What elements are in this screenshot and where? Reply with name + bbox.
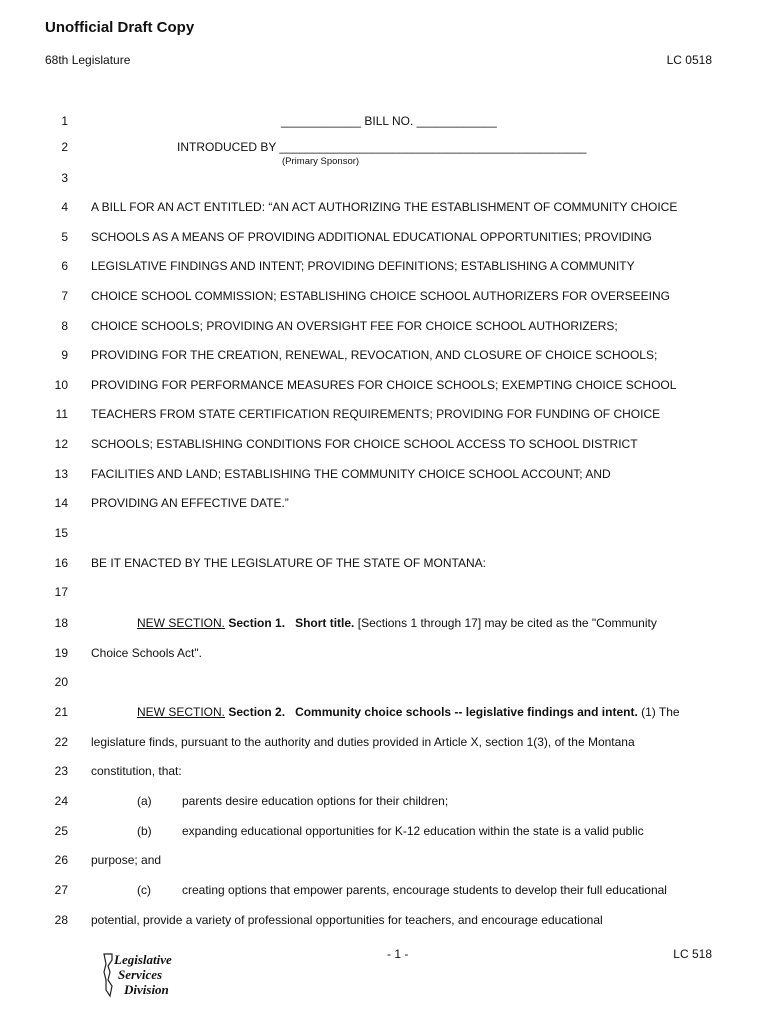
subsection-text: parents desire education options for their children; — [182, 794, 449, 808]
subsection-label: (b) — [137, 824, 152, 838]
section-title: Community choice schools -- legislative findings and intent. — [295, 705, 638, 719]
line-number: 26 — [54, 853, 68, 867]
line-number: 5 — [61, 230, 68, 244]
line-number: 19 — [54, 646, 68, 660]
line-number: 25 — [54, 824, 68, 838]
lc-number-header: LC 0518 — [666, 53, 712, 67]
introduced-by-line: INTRODUCED BY ______________________________________________ — [177, 140, 587, 154]
bill-number-line: ____________ BILL NO. ____________ — [281, 114, 497, 128]
line-number: 12 — [54, 437, 68, 451]
enacting-clause: BE IT ENACTED BY THE LEGISLATURE OF THE STATE OF MONTANA: — [91, 556, 486, 570]
bill-title-text: SCHOOLS AS A MEANS OF PROVIDING ADDITIONAL EDUCATIONAL OPPORTUNITIES; PROVIDING — [91, 230, 652, 244]
section-text: Choice Schools Act". — [91, 646, 202, 660]
legislative-services-division-logo — [100, 950, 186, 1000]
primary-sponsor-label: (Primary Sponsor) — [282, 156, 360, 167]
line-number: 2 — [61, 140, 68, 154]
bill-title-text: PROVIDING FOR PERFORMANCE MEASURES FOR CHOICE SCHOOLS; EXEMPTING CHOICE SCHOOL — [91, 378, 677, 392]
line-number: 24 — [54, 794, 68, 808]
logo-word: Division — [124, 982, 169, 997]
lc-number-footer: LC 518 — [673, 947, 712, 961]
bill-title-text: TEACHERS FROM STATE CERTIFICATION REQUIREMENTS; PROVIDING FOR FUNDING OF CHOICE — [91, 407, 661, 421]
section-text: legislature finds, pursuant to the authority and duties provided in Article X, section 1(3), of the Montana — [91, 735, 635, 749]
line-number: 6 — [61, 259, 68, 273]
section-number: Section 2. — [228, 705, 286, 719]
line-number: 3 — [61, 171, 68, 185]
logo-word: Services — [118, 967, 163, 982]
line-number: 14 — [54, 496, 68, 510]
section-1-line — [137, 616, 657, 630]
subsection-label: (c) — [137, 883, 151, 897]
line-number: 11 — [55, 407, 68, 421]
subsection-text: purpose; and — [91, 853, 162, 867]
section-text: constitution, that: — [91, 764, 182, 778]
page-number: - 1 - — [387, 947, 409, 961]
montana-outline-icon — [100, 950, 186, 1000]
new-section-label: NEW SECTION. — [137, 705, 226, 719]
line-number: 9 — [61, 348, 68, 362]
line-number: 4 — [61, 200, 68, 214]
line-number: 23 — [54, 764, 68, 778]
line-number: 17 — [54, 585, 68, 599]
section-text: (1) The — [641, 705, 680, 719]
line-number: 22 — [54, 735, 68, 749]
line-number: 27 — [54, 883, 68, 897]
subsection-text: creating options that empower parents, encourage students to develop their full educational — [182, 883, 667, 897]
line-number: 18 — [54, 616, 68, 630]
logo-word: Legislative — [114, 952, 172, 967]
line-number: 16 — [54, 556, 68, 570]
line-number: 20 — [54, 675, 68, 689]
subsection-text: expanding educational opportunities for K-12 education within the state is a valid public — [182, 824, 644, 838]
section-number: Section 1. — [228, 616, 286, 630]
line-number: 10 — [54, 378, 68, 392]
bill-title-text: PROVIDING AN EFFECTIVE DATE.” — [91, 496, 289, 510]
line-number: 21 — [54, 705, 68, 719]
bill-title-text: PROVIDING FOR THE CREATION, RENEWAL, REVOCATION, AND CLOSURE OF CHOICE SCHOOLS; — [91, 348, 658, 362]
line-number: 13 — [54, 467, 68, 481]
line-number: 8 — [61, 319, 68, 333]
subsection-text: potential, provide a variety of professional opportunities for teachers, and encourage educational — [91, 913, 603, 927]
line-number: 15 — [54, 526, 68, 540]
bill-title-text: LEGISLATIVE FINDINGS AND INTENT; PROVIDING DEFINITIONS; ESTABLISHING A COMMUNITY — [91, 259, 635, 273]
section-text: [Sections 1 through 17] may be cited as the "Community — [357, 616, 657, 630]
document-title: Unofficial Draft Copy — [45, 19, 195, 36]
section-2-line — [137, 705, 680, 719]
bill-title-text: A BILL FOR AN ACT ENTITLED: “AN ACT AUTHORIZING THE ESTABLISHMENT OF COMMUNITY CHOICE — [91, 200, 678, 214]
line-number: 7 — [61, 289, 68, 303]
subsection-label: (a) — [137, 794, 152, 808]
bill-title-text: CHOICE SCHOOL COMMISSION; ESTABLISHING CHOICE SCHOOL AUTHORIZERS FOR OVERSEEING — [91, 289, 670, 303]
new-section-label: NEW SECTION. — [137, 616, 226, 630]
section-title: Short title. — [295, 616, 355, 630]
legislature-label: 68th Legislature — [45, 53, 131, 67]
bill-title-text: FACILITIES AND LAND; ESTABLISHING THE COMMUNITY CHOICE SCHOOL ACCOUNT; AND — [91, 467, 611, 481]
line-number: 28 — [54, 913, 68, 927]
line-number: 1 — [61, 114, 68, 128]
bill-title-text: CHOICE SCHOOLS; PROVIDING AN OVERSIGHT FEE FOR CHOICE SCHOOL AUTHORIZERS; — [91, 319, 618, 333]
bill-title-text: SCHOOLS; ESTABLISHING CONDITIONS FOR CHOICE SCHOOL ACCESS TO SCHOOL DISTRICT — [91, 437, 638, 451]
